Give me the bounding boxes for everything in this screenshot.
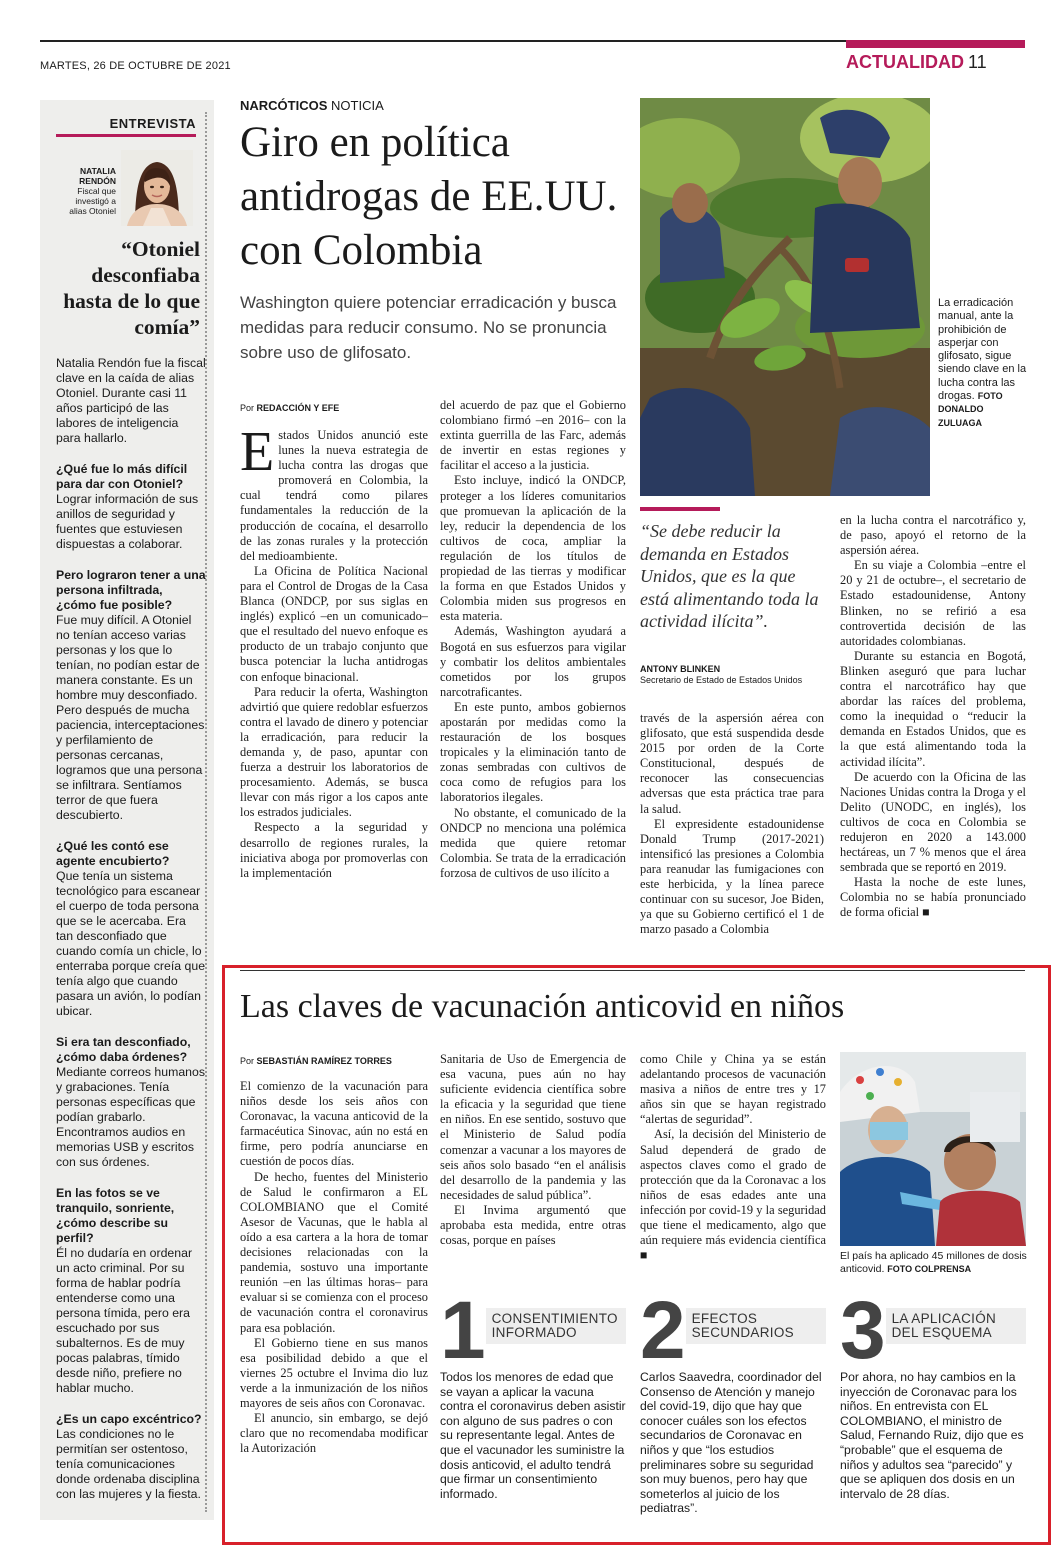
answer: Las condiciones no le permitían ser ostentoso, tenía comunicaciones donde ordenaba disciplina con las mujeres y la fiesta.: [56, 1427, 201, 1501]
question: ¿Qué les contó ese agente encubierto?: [56, 839, 170, 868]
answer: Mediante correos humanos y grabaciones. Tenía personas específicas que podían grabarlo. Encontramos audios en memorias USB y escritos con sus órdenes.: [56, 1065, 206, 1169]
byline-prefix: Por: [240, 1056, 255, 1066]
caption-text: La erradicación manual, ante la prohibición de asperjar con glifosato, sigue siendo clave en la lucha contra las drogas.: [938, 297, 1027, 403]
quote-accent-bar: [640, 507, 720, 511]
paragraph: El Gobierno tiene en sus manos esa posibilidad debido a que el viernes 25 octubre el Invima dio luz verde a la inmunización de los niños mayores de seis años con Coronavac.: [240, 1335, 428, 1410]
key-1: [440, 1285, 626, 1501]
qa-item: [56, 1412, 206, 1502]
interviewee-name: NATALIA RENDÓN: [79, 166, 116, 186]
answer: Lograr información de sus anillos de seguridad y fuentes que estuviesen dispuestas a colaborar.: [56, 492, 199, 551]
section-bar: [846, 40, 1025, 48]
quote-role: Secretario de Estado de Estados Unidos: [640, 675, 803, 685]
paragraph: En este punto, ambos gobiernos apostarán por medidas como la restauración de los bosques tropicales y la eliminación tanto de zonas sembradas con cultivos de coca como de refugios para los laboratorios ilegales.: [440, 699, 626, 805]
caption-text: El país ha aplicado 45 millones de dosis anticovid.: [840, 1250, 1027, 1275]
vaccination-photo: [840, 1052, 1026, 1246]
photo-caption: [938, 297, 1028, 430]
vaccination-caption: [840, 1250, 1030, 1276]
paragraph: El comienzo de la vacunación para niños desde los seis años con Coronavac, la vacuna anticovid de la farmacéutica Sinovac, aún no está en firme, pero podría anunciarse en cuestión de pocos días.: [240, 1079, 428, 1169]
article-column-3: [640, 711, 824, 937]
interview-label: ENTREVISTA: [109, 116, 196, 131]
article-kicker: [240, 98, 384, 113]
paragraph: No obstante, el comunicado de la ONDCP no menciona una polémica medida que quiere retomar Colombia. Se trata de la erradicación forzosa de cultivos de uso ilícito a: [440, 805, 626, 880]
qa-item: [56, 1035, 206, 1170]
question: ¿Es un capo excéntrico?: [56, 1412, 202, 1426]
covid-byline: [240, 1056, 392, 1066]
qa-item: [56, 1186, 206, 1396]
covid-column-2: [440, 1052, 626, 1248]
key-3: [840, 1285, 1026, 1501]
eradication-photo: [640, 98, 930, 496]
interview-intro: Natalia Rendón fue la fiscal clave en la caída de alias Otoniel. Durante casi 11 años participó de las labores de inteligencia para hallarlo.: [56, 356, 206, 445]
key-title: EFECTOS SECUNDARIOS: [686, 1308, 826, 1344]
key-2: [640, 1285, 826, 1516]
paragraph: través de la aspersión aérea con glifosato, que está suspendida desde 2015 por orden de la Corte Constitucional, después de reconocer las consecuencias adversas que esta práctica trae para la salud.: [640, 711, 824, 816]
paragraph: stados Unidos anunció este lunes la nueva estrategia de lucha contra las drogas que promoverá en Colombia, la cual tendrá como pilares fundamentales la reducción de la producción de cocaína, el desarrollo de las zonas rurales y la protección del medioambiente.: [240, 428, 428, 563]
paragraph: como Chile y China ya se están adelantando procesos de vacunación masiva a niños de entre tres y 17 años sin que se hayan registrado “alertas de seguridad”.: [640, 1052, 826, 1127]
byline-author: SEBASTIÁN RAMÍREZ TORRES: [256, 1056, 392, 1066]
question: En las fotos se ve tranquilo, sonriente, ¿cómo describe su perfil?: [56, 1186, 175, 1245]
byline-prefix: Por: [240, 403, 255, 413]
covid-top-rule: [240, 970, 1025, 971]
question: Pero lograron tener a una persona infiltrada, ¿cómo fue posible?: [56, 568, 206, 612]
key-title: LA APLICACIÓN DEL ESQUEMA: [886, 1308, 1026, 1344]
key-body: Por ahora, no hay cambios en la inyección de Coronavac para los niños. En entrevista con EL COLOMBIANO, el ministro de Salud, Fernando Ruiz, dijo que es “probable” que el esquema de niños y adultos sea “parecido” y que se apliquen dos dosis en un intervalo de 28 días.: [840, 1370, 1024, 1501]
qa-item: [56, 839, 206, 1019]
article-column-4: [840, 513, 1026, 921]
interviewee-portrait: [121, 150, 193, 226]
kicker-type: NOTICIA: [331, 98, 384, 113]
covid-column-3: [640, 1052, 826, 1263]
paragraph: en la lucha contra el narcotráfico y, de paso, apoyó el retorno de la aspersión aérea.: [840, 513, 1026, 558]
section-title: [846, 52, 987, 73]
blinken-quote: “Se debe reducir la demanda en Estados Unidos, que es la que está alimentando toda la actividad ilícita”.: [640, 521, 819, 631]
article-headline: Giro en política antidrogas de EE.UU. con Colombia: [240, 119, 618, 274]
interviewee-credit: [56, 166, 116, 216]
interview-body: [56, 356, 206, 1518]
article-column-2: [440, 398, 626, 881]
key-body: Carlos Saavedra, coordinador del Consenso de Atención y manejo del covid-19, dijo que hay que conocer cuáles son los efectos secundarios de Coronavac en niños y que “los estudios preliminares sobre su seguridad son muy buenos, pero hay que someterlos al juicio de los pediatras”.: [640, 1370, 822, 1516]
answer: Él no dudaría en ordenar un acto criminal. Por su forma de hablar podría entenderse como una persona tímida, pero era escuchado por sus subalternos. Es de muy pocas palabras, tímido desde niño, prefiere no hablar mucho.: [56, 1246, 193, 1395]
interviewee-role: Fiscal que investigó a alias Otoniel: [69, 186, 116, 216]
paragraph: Para reducir la oferta, Washington advirtió que quiere redoblar esfuerzos contra el lavado de dinero y potenciar la erradicación, para reducir la demanda y, de paso, apuntar con fuerza a destruir los laboratorios de procesamiento. Además, se busca llevar con más rigor a los capos ante los estrados judiciales.: [240, 684, 428, 820]
paragraph: El Invima argumentó que aprobaba esta medida, entre otras cosas, porque en países: [440, 1202, 626, 1248]
paragraph: En su viaje a Colombia –entre el 20 y 21 de octubre–, el secretario de Estado estadounidense, Antony Blinken, no se refirió a esa controvertida decisión de las autoridades colombianas.: [840, 558, 1026, 648]
paragraph: Durante su estancia en Bogotá, Blinken aseguró que para luchar contra el narcotráfico hay que abordar las raíces del problema, como la inequidad o “reducir la demanda en Estados Unidos, que es la que está alimentando toda la actividad ilícita”.: [840, 648, 1026, 769]
paragraph: Sanitaria de Uso de Emergencia de esa vacuna, pues aún no hay suficiente evidencia científica sobre la eficacia y la seguridad que tiene en niños. En ese sentido, sostuvo que el Ministerio de Salud podía comenzar a vacunar a los mayores de seis años solo basado “en el análisis del desarrollo de la pandemia y las necesidades de salud pública”.: [440, 1052, 626, 1202]
key-title: CONSENTIMIENTO INFORMADO: [486, 1308, 626, 1344]
answer: Que tenía un sistema tecnológico para escanear el cuerpo de toda persona que se le acercaba. Era tan desconfiado que cuando comía un chicle, lo enterraba porque creía que tenía algo que cuando pasara un avión, lo podían ubicar.: [56, 869, 206, 1018]
interview-rule: [56, 134, 196, 137]
answer: Fue muy difícil. A Otoniel no tenían acceso varias personas y los que lo tenían, no podían estar de manera constante. Es un hombre muy desconfiado. Pero después de mucha paciencia, interceptaciones y perfilamiento de personas cercanas, logramos que una persona se infiltrara. Sentíamos terror de que fuera descubierto.: [56, 613, 205, 822]
paragraph: Además, Washington ayudará a Bogotá en sus esfuerzos para vigilar y combatir los delitos ambientales cometidos por los grupos narcotraficantes.: [440, 624, 626, 699]
page-number: 11: [967, 52, 987, 72]
paragraph: El anuncio, sin embargo, se dejó claro que no recomendaba modificar la Autorización: [240, 1411, 428, 1456]
paragraph: Hasta la noche de este lunes, Colombia no se había pronunciado de forma oficial ■: [840, 875, 1026, 920]
issue-date: MARTES, 26 DE OCTUBRE DE 2021: [40, 60, 231, 72]
photo-credit: FOTO COLPRENSA: [887, 1264, 972, 1274]
paragraph: De hecho, fuentes del Ministerio de Salud le confirmaron a EL COLOMBIANO que el Comité Asesor de Vacunas, que le habla al oído a esa cartera a la hora de tomar decisiones relacionadas con la pandemia, sostuvo una importante reunión –en las últimas horas– para evaluar si se comienza con el proceso de vacunación contra el coronavirus para esa población.: [240, 1169, 428, 1335]
key-body: Todos los menores de edad que se vayan a aplicar la vacuna contra el coronavirus deben asistir con alguno de sus padres o con su representante legal. Antes de que el vacunador les suministre la dosis anticovid, el adulto tendrá que firmar un consentimiento informado.: [440, 1370, 626, 1501]
key-number: 3: [840, 1285, 886, 1376]
key-number: 1: [440, 1285, 486, 1376]
paragraph: del acuerdo de paz que el Gobierno colombiano firmó –en 2016– con la extinta guerrilla de las Farc, además de invertir en estas regiones y facilitar el acceso a la justicia.: [440, 398, 626, 473]
covid-headline: Las claves de vacunación anticovid en niños: [240, 988, 845, 1025]
article-byline: [240, 403, 339, 413]
covid-column-1: [240, 1079, 428, 1456]
quote-author: ANTONY BLINKEN: [640, 664, 721, 674]
photo-credit: FOTO DONALDO ZULUAGA: [938, 391, 1003, 428]
paragraph: Así, la decisión del Ministerio de Salud dependerá de grado de aspectos claves como el grado de protección que da la Coronavac a los niños de esas edades ante una infección por covid-19 y la seguridad que tiene el medicamento, algo que aún requiere más evidencia científica ■: [640, 1127, 826, 1263]
kicker-topic: NARCÓTICOS: [240, 98, 328, 113]
paragraph: Respecto a la seguridad y desarrollo de regiones rurales, la iniciativa aboga por promoverlas con la implementación: [240, 820, 428, 880]
question: Si era tan desconfiado, ¿cómo daba órdenes?: [56, 1035, 191, 1064]
question: ¿Qué fue lo más difícil para dar con Otoniel?: [56, 462, 188, 491]
qa-item: [56, 568, 206, 823]
quote-attribution: [640, 664, 830, 686]
byline-author: REDACCIÓN Y EFE: [256, 403, 340, 413]
key-number: 2: [640, 1285, 686, 1376]
paragraph: La Oficina de Política Nacional para el Control de Drogas de la Casa Blanca (ONDCP, por sus siglas en inglés) explicó –en un comunicado– que el resultado del nuevo enfoque es producto de un trabajo conjunto que busca potenciar la lucha antidrogas con enfoque binacional.: [240, 563, 428, 684]
article-deck: Washington quiere potenciar erradicación y busca medidas para reducir consumo. No se pronuncia sobre uso de glifosato.: [240, 293, 617, 362]
drop-cap: E: [240, 421, 275, 483]
interview-pull-quote: “Otoniel desconfiaba hasta de lo que comía”: [63, 237, 200, 339]
paragraph: De acuerdo con la Oficina de las Naciones Unidas contra la Droga y el Delito (UNODC, en inglés), los cultivos de coca en Colombia se redujeron en 2020 a 143.000 hectáreas, un 7 % menos que el área sembrada que se reportó en 2019.: [840, 769, 1026, 875]
section-name: ACTUALIDAD: [846, 52, 964, 72]
article-column-1: [240, 421, 428, 881]
paragraph: El expresidente estadounidense Donald Trump (2017-2021) intensificó las presiones a Colombia para reanudar las fumigaciones con este herbicida, y la línea parece continuar con su sucesor, Joe Biden, ya que su Gobierno certificó el 1 de marzo pasado a Colombia: [640, 816, 824, 937]
paragraph: Esto incluye, indicó la ONDCP, proteger a los líderes comunitarios que promuevan la aplicación de la ley, reducir la dependencia de los cultivos de coca, ampliar la regulación de los títulos de propiedad de las tierras y modificar la forma en que Estados Unidos y Colombia miden sus progresos en esta materia.: [440, 473, 626, 624]
qa-item: [56, 462, 206, 552]
